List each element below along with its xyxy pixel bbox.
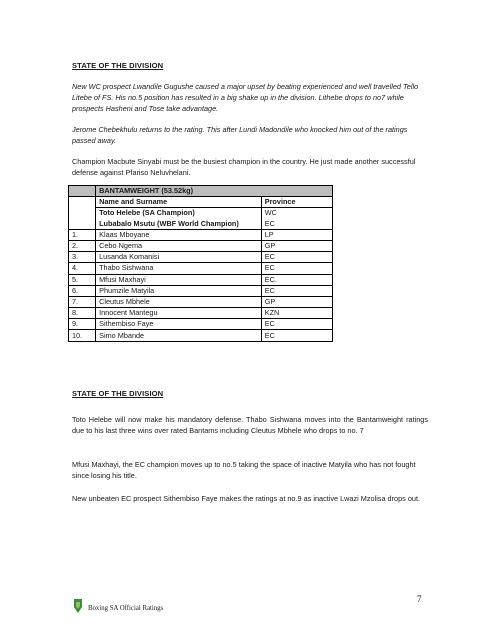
boxer-province: EC: [261, 330, 332, 341]
boxer-name: Cleutus Mbhele: [96, 296, 262, 307]
champion-name: Lubabalo Msutu (WBF World Champion): [96, 219, 262, 230]
champion-province: WC: [261, 208, 332, 219]
boxer-province: LP: [261, 229, 332, 240]
table-row: [69, 319, 333, 330]
paragraph-maxhayi: Mfusi Maxhayi, the EC champion moves up to no.5 taking the space of inactive Matyila who has not fought since losing his title.: [72, 460, 416, 480]
rank-cell: 2.: [69, 240, 96, 251]
boxer-name: Lusanda Komanisi: [96, 252, 262, 263]
rank-cell: 6.: [69, 285, 96, 296]
rank-cell: 4.: [69, 263, 96, 274]
table-row: [69, 240, 333, 251]
section-heading-1: STATE OF THE DIVISION: [72, 61, 164, 70]
table-row-champion: [69, 219, 333, 230]
rank-cell: 3.: [69, 252, 96, 263]
rank-cell: 9.: [69, 319, 96, 330]
table-header-row: [69, 197, 333, 208]
boxer-name: Cebo Ngema: [96, 240, 262, 251]
table-row-champion: [69, 208, 333, 219]
boxer-name: Mfusi Maxhayi: [96, 274, 262, 285]
champion-province: EC: [261, 219, 332, 230]
boxer-province: GP: [261, 240, 332, 251]
footer-text: Boxing SA Official Ratings: [88, 605, 164, 612]
column-header-province: Province: [261, 197, 332, 208]
champion-name: Toto Helebe (SA Champion): [96, 208, 262, 219]
paragraph-gugushe: New WC prospect Lwandile Gugushe caused a major upset by beating experienced and well travelled Tello Litebe of FS. His no.5 position has resulted in a big shake up in the division. Lithebe drops to no7 while prospects Hasheni and Tose take advantage.: [72, 82, 419, 113]
boxer-province: KZN: [261, 308, 332, 319]
rank-cell: 1.: [69, 229, 96, 240]
table-row: [69, 308, 333, 319]
boxer-name: Sithembiso Faye: [96, 319, 262, 330]
table-row: [69, 252, 333, 263]
table-row: [69, 296, 333, 307]
paragraph-faye: New unbeaten EC prospect Sithembiso Faye makes the ratings at no.9 as inactive Lwazi Mzolisa drops out.: [72, 494, 420, 503]
rank-cell: 10.: [69, 330, 96, 341]
table-title: BANTAMWEIGHT (53.52kg): [96, 186, 333, 197]
section-heading-2: STATE OF THE DIVISION: [72, 389, 164, 398]
boxer-name: Klaas Mboyane: [96, 229, 262, 240]
column-header-name: Name and Surname: [96, 197, 262, 208]
paragraph-sinyabi: Champion Macbute Sinyabi must be the busiest champion in the country. He just made another successful defense against Pfariso Neluvhelani.: [72, 157, 416, 177]
table-row: [69, 229, 333, 240]
rank-cell: 8.: [69, 308, 96, 319]
boxer-province: EC: [261, 285, 332, 296]
table-row: [69, 274, 333, 285]
table-title-row: [69, 186, 333, 197]
boxer-province: GP: [261, 296, 332, 307]
table-row: [69, 285, 333, 296]
paragraph-helebe: Toto Helebe will now make his mandatory defense. Thabo Sishwana moves into the Bantamweight ratings due to his last three wins over rated Bantams including Cleutus Mbhele who drops to no. 7: [72, 415, 428, 435]
boxer-province: EC: [261, 319, 332, 330]
paragraph-chebekhulu: Jerome Chebekhulu returns to the rating. This after Lundi Madondile who knocked him out of the ratings passed away.: [72, 125, 408, 145]
rank-cell: 7.: [69, 296, 96, 307]
boxer-province: EC: [261, 263, 332, 274]
boxing-sa-logo-icon: [73, 597, 83, 615]
rank-cell: 5.: [69, 274, 96, 285]
boxer-name: Thabo Sishwana: [96, 263, 262, 274]
boxer-name: Innocent Mantegu: [96, 308, 262, 319]
boxer-province: EC.: [261, 274, 332, 285]
boxer-name: Phumzile Matyila: [96, 285, 262, 296]
boxer-name: Simo Mbande: [96, 330, 262, 341]
table-row: [69, 263, 333, 274]
page-number: 7: [417, 594, 422, 604]
table-row: [69, 330, 333, 341]
bantamweight-ratings-table: [68, 185, 333, 342]
boxer-province: EC: [261, 252, 332, 263]
